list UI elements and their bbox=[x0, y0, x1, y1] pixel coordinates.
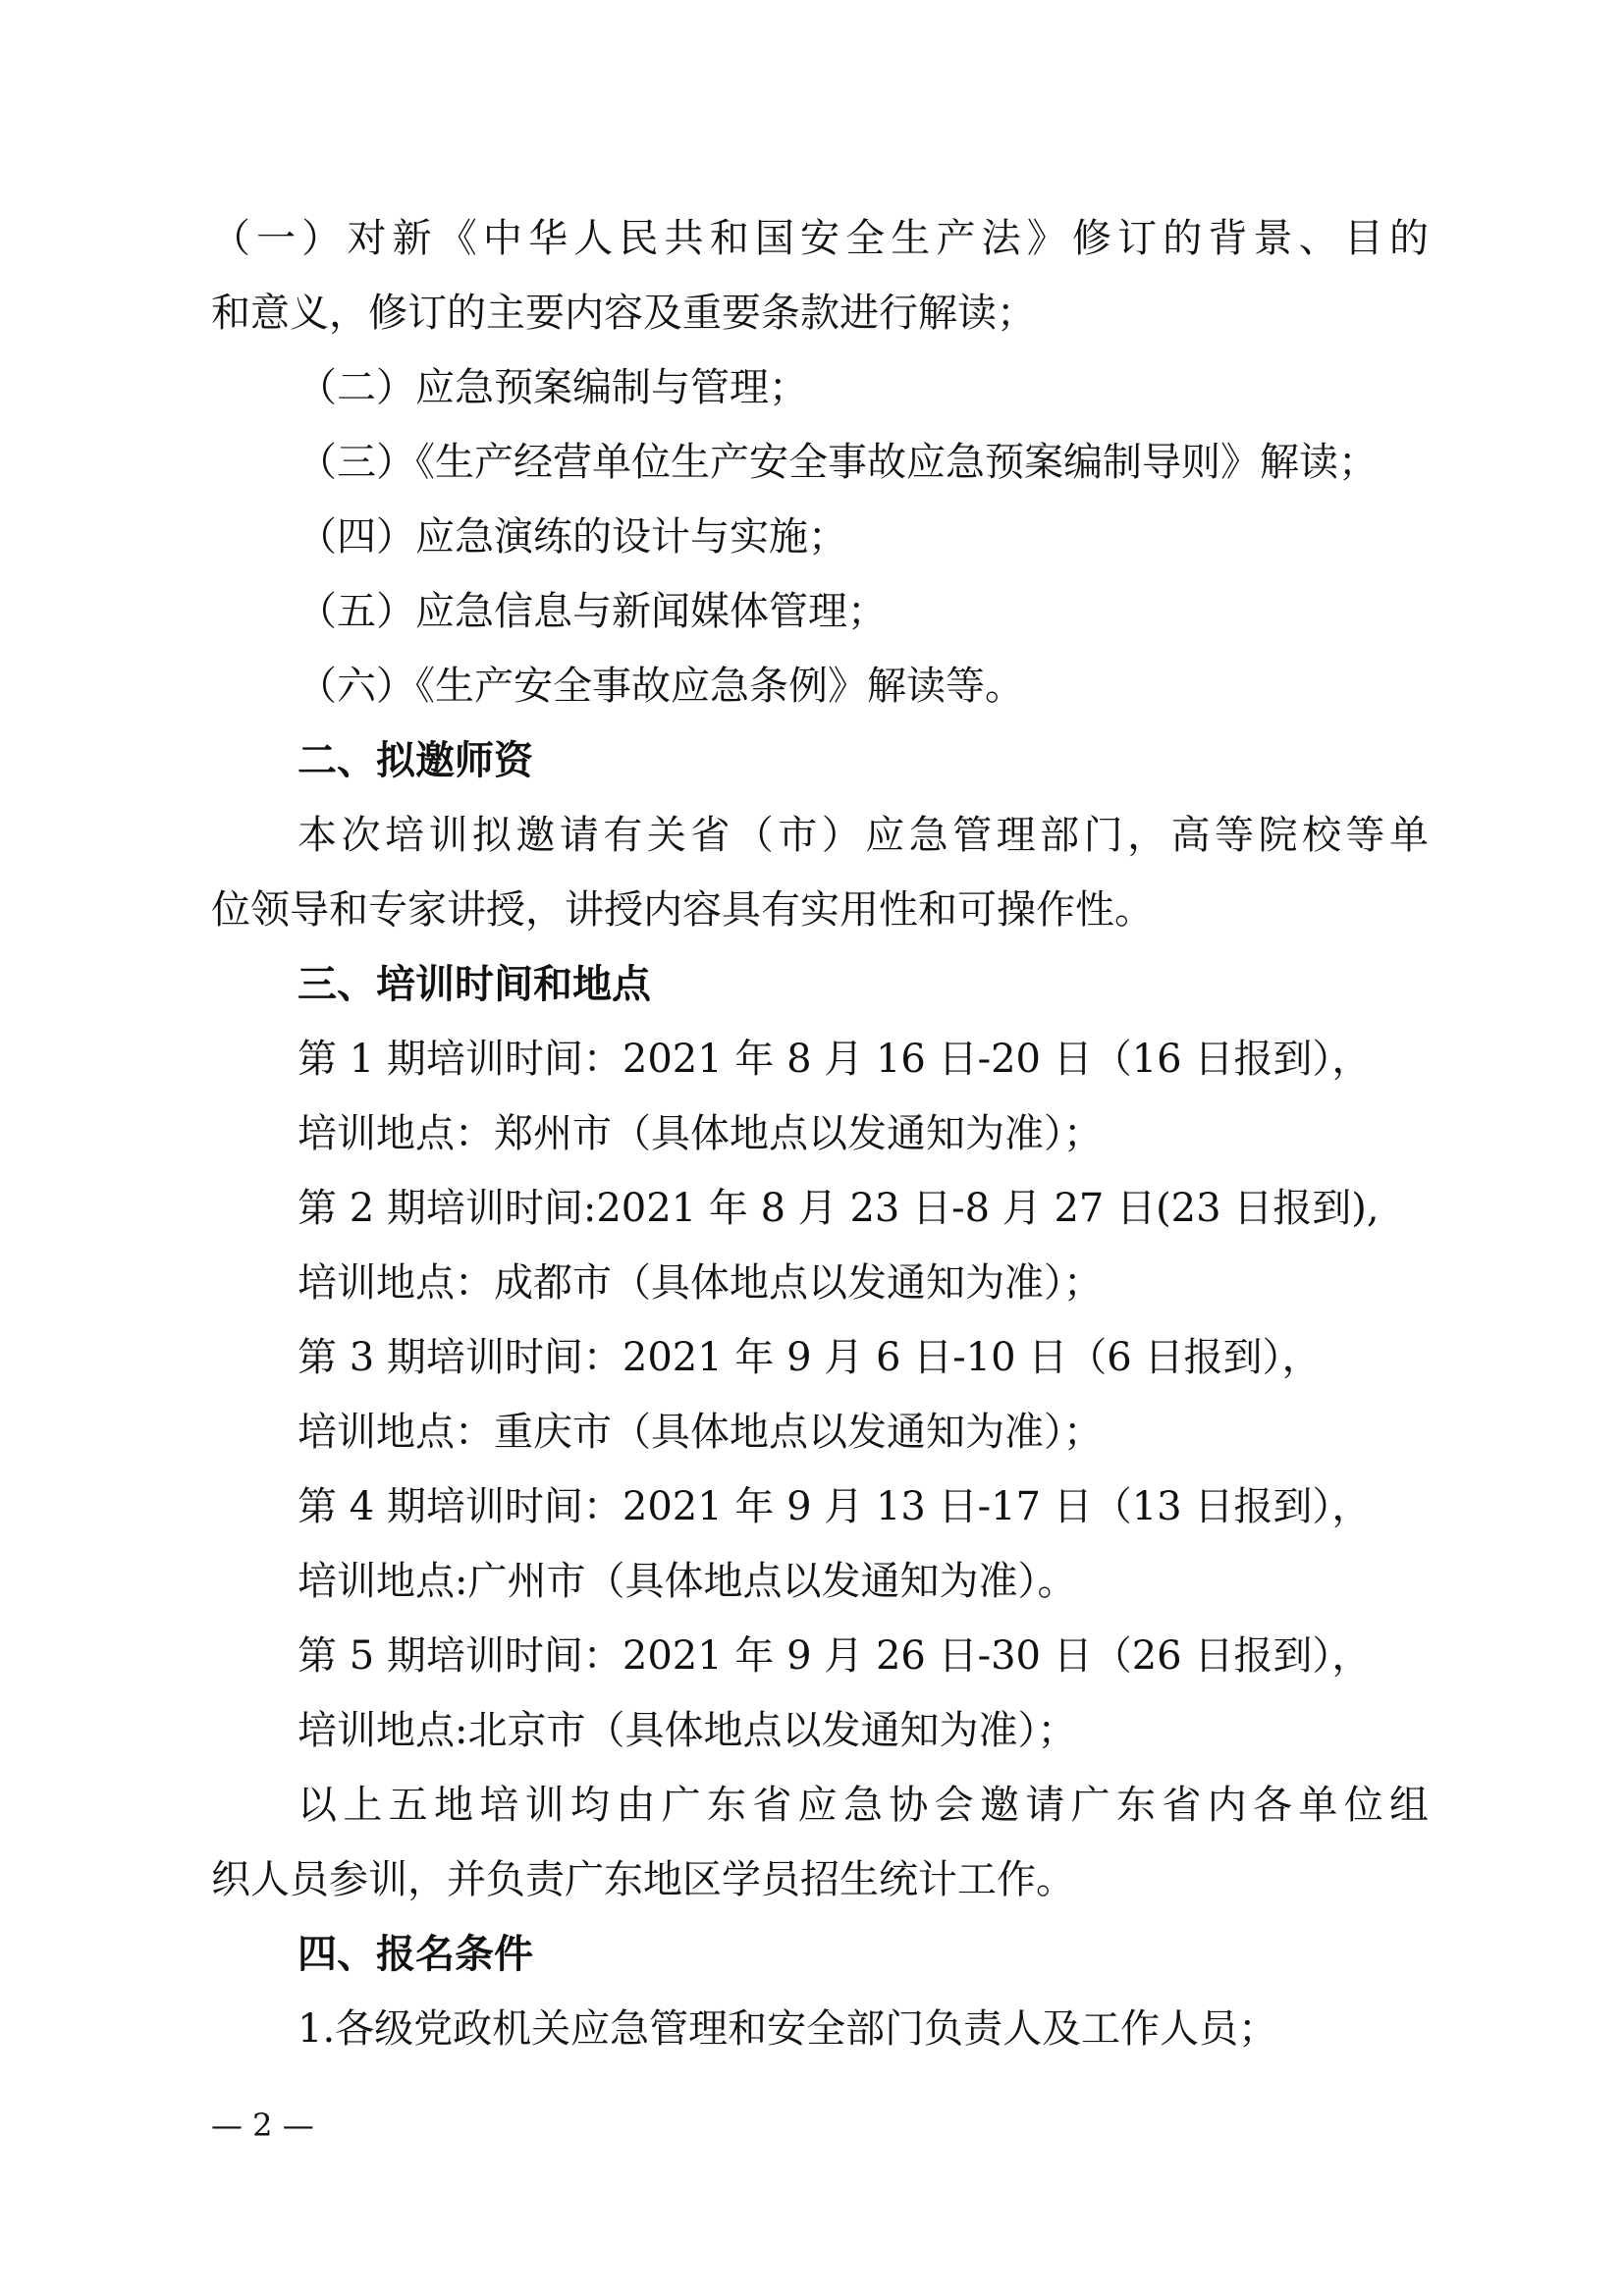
content-item-2: （二）应急预案编制与管理； bbox=[298, 365, 808, 410]
content-item-6: （六）《生产安全事故应急条例》解读等。 bbox=[298, 664, 1024, 709]
document-body bbox=[211, 201, 1429, 2066]
section-heading-requirements: 四、报名条件 bbox=[298, 1932, 533, 1977]
content-item-4: （四）应急演练的设计与实施； bbox=[298, 514, 847, 560]
schedule-session-5-time: 第 5 期培训时间：2021 年 9 月 26 日-30 日（26 日报到）， bbox=[298, 1633, 1372, 1679]
page-number: — 2 — bbox=[211, 2107, 314, 2144]
schedule-session-3-location: 培训地点：重庆市（具体地点以发通知为准）； bbox=[298, 1410, 1103, 1455]
content-item-3: （三）《生产经营单位生产安全事故应急预案编制导则》解读； bbox=[298, 440, 1378, 485]
schedule-note-line-1: 以上五地培训均由广东省应急协会邀请广东省内各单位组 bbox=[298, 1783, 1429, 1828]
schedule-session-4-time: 第 4 期培训时间：2021 年 9 月 13 日-17 日（13 日报到）， bbox=[298, 1484, 1372, 1529]
content-item-5: （五）应急信息与新闻媒体管理； bbox=[298, 589, 887, 634]
content-item-1-continued: 和意义，修订的主要内容及重要条款进行解读； bbox=[211, 291, 1036, 336]
schedule-session-1-location: 培训地点：郑州市（具体地点以发通知为准）； bbox=[298, 1111, 1103, 1156]
requirement-item-1: 1.各级党政机关应急管理和安全部门负责人及工作人员； bbox=[298, 2006, 1278, 2052]
section-heading-teachers: 二、拟邀师资 bbox=[298, 738, 533, 783]
teachers-paragraph-line-2: 位领导和专家讲授，讲授内容具有实用性和可操作性。 bbox=[211, 887, 1154, 933]
schedule-session-3-time: 第 3 期培训时间：2021 年 9 月 6 日-10 日（6 日报到）， bbox=[298, 1335, 1322, 1380]
schedule-session-5-location: 培训地点:北京市（具体地点以发通知为准）； bbox=[298, 1708, 1077, 1753]
section-heading-schedule: 三、培训时间和地点 bbox=[298, 962, 651, 1007]
schedule-session-1-time: 第 1 期培训时间：2021 年 8 月 16 日-20 日（16 日报到）， bbox=[298, 1037, 1372, 1082]
content-item-1: （一）对新《中华人民共和国安全生产法》修订的背景、目的 bbox=[211, 216, 1429, 261]
schedule-note-line-2: 织人员参训，并负责广东地区学员招生统计工作。 bbox=[211, 1857, 1075, 1902]
schedule-session-2-time: 第 2 期培训时间:2021 年 8 月 23 日-8 月 27 日(23 日报到), bbox=[298, 1186, 1380, 1231]
schedule-session-2-location: 培训地点：成都市（具体地点以发通知为准）； bbox=[298, 1260, 1103, 1306]
teachers-paragraph-line-1: 本次培训拟邀请有关省（市）应急管理部门，高等院校等单 bbox=[298, 813, 1429, 858]
schedule-session-4-location: 培训地点:广州市（具体地点以发通知为准）。 bbox=[298, 1559, 1077, 1604]
